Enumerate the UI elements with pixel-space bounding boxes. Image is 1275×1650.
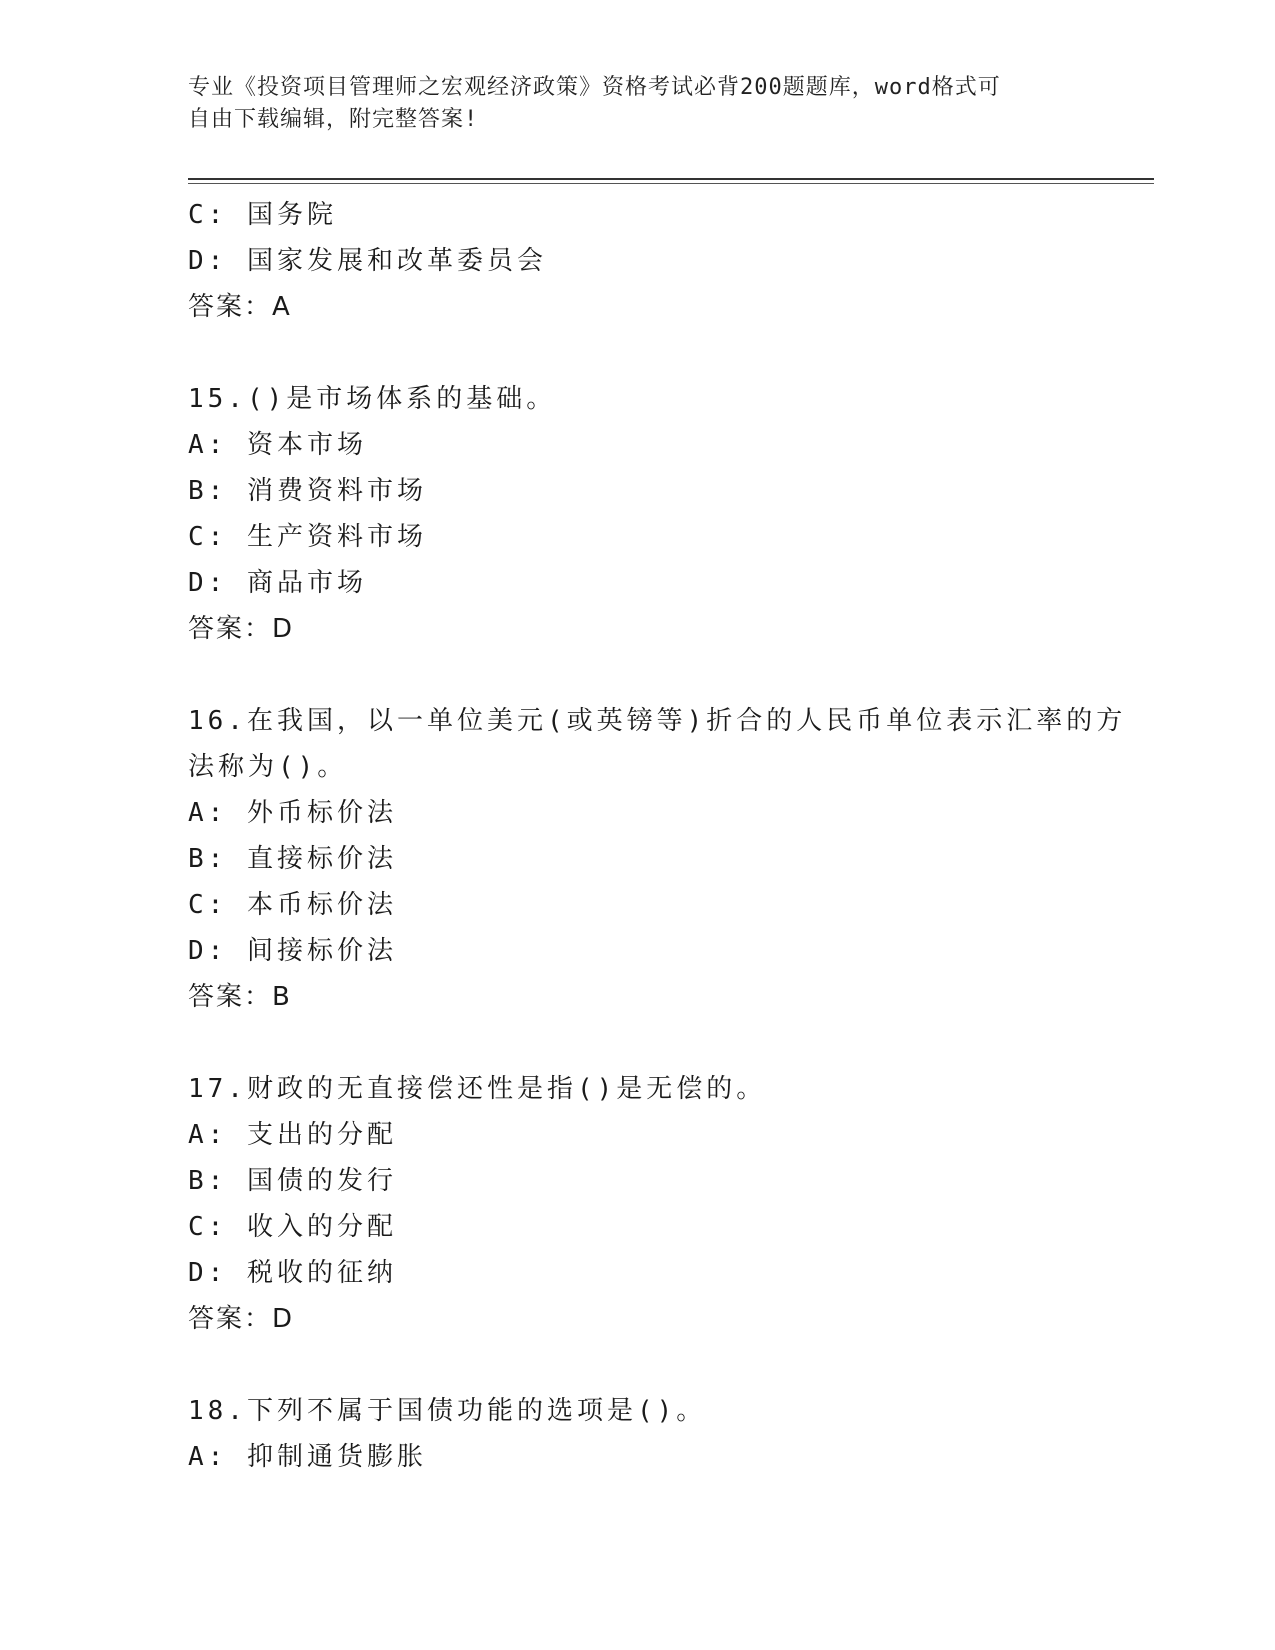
option-d: D: 税收的征纳	[188, 1258, 397, 1288]
option-a: A: 外币标价法	[188, 798, 397, 828]
option-b: B: 直接标价法	[188, 844, 397, 874]
page-header	[188, 72, 1068, 136]
question-17	[188, 1066, 1088, 1342]
answer: 答案：B	[188, 982, 292, 1012]
option-d: D: 商品市场	[188, 568, 367, 598]
option-c: C: 本币标价法	[188, 890, 397, 920]
option-b: B: 国债的发行	[188, 1166, 397, 1196]
question-title: 17.财政的无直接偿还性是指()是无偿的。	[188, 1074, 767, 1104]
answer: 答案：D	[188, 1304, 295, 1334]
option-d: D: 国家发展和改革委员会	[188, 246, 547, 276]
question-title: 15.()是市场体系的基础。	[188, 384, 557, 414]
option-b: B: 消费资料市场	[188, 476, 427, 506]
question-list	[188, 192, 1127, 1480]
question-16	[188, 698, 1127, 1020]
question-title: 18.下列不属于国债功能的选项是()。	[188, 1396, 707, 1426]
option-c: C: 生产资料市场	[188, 522, 427, 552]
option-a: A: 资本市场	[188, 430, 367, 460]
answer: 答案：D	[188, 614, 295, 644]
option-d: D: 间接标价法	[188, 936, 397, 966]
question-15	[188, 376, 1088, 652]
header-divider-thin	[188, 183, 1154, 184]
question-title-line-1: 16.在我国，以一单位美元(或英镑等)折合的人民币单位表示汇率的方	[188, 706, 1127, 736]
header-divider-thick	[188, 178, 1154, 180]
option-a: A: 支出的分配	[188, 1120, 397, 1150]
option-c: C: 收入的分配	[188, 1212, 397, 1242]
question-title-line-2: 法称为()。	[188, 752, 348, 782]
question-14-partial	[188, 192, 1088, 330]
answer: 答案：A	[188, 292, 292, 322]
header-line-1: 专业《投资项目管理师之宏观经济政策》资格考试必背200题题库，word格式可	[188, 75, 1001, 100]
option-c: C: 国务院	[188, 200, 337, 230]
question-18	[188, 1388, 1088, 1480]
option-a: A: 抑制通货膨胀	[188, 1442, 427, 1472]
header-line-2: 自由下载编辑，附完整答案!	[188, 107, 479, 132]
